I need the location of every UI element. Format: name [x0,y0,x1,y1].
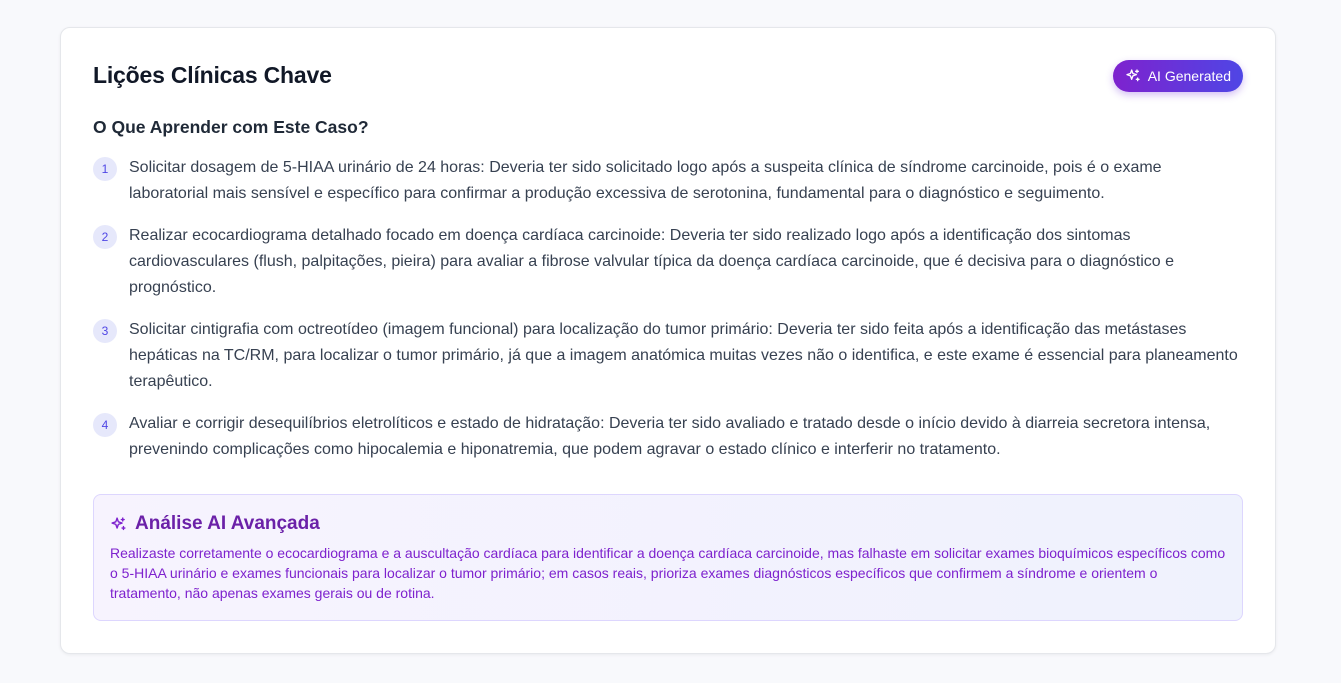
clinical-lessons-card [60,27,1276,654]
lesson-text: Solicitar cintigrafia com octreotídeo (imagem funcional) para localização do tumor primário: Deveria ter sido feita após a identificação das metástases hepáticas na TC/RM, para localizar o tumor primário, já que a imagem anatómica muitas vezes não o identifica, e este exame é essencial para planeamento terapêutico. [129,321,1238,390]
ai-analysis-panel [93,494,1243,621]
list-item [93,155,1243,207]
list-item [93,411,1243,463]
lessons-list [93,155,1243,479]
lesson-number: 4 [93,413,117,437]
ai-generated-badge [1113,60,1243,92]
badge-label: AI Generated [1147,68,1231,84]
ai-analysis-text: Realizaste corretamente o ecocardiograma e a auscultação cardíaca para identificar a doença cardíaca carcinoide, mas falhaste em solicitar exames bioquímicos específicos como o 5-HIAA urinário e exames funcionais para localizar o tumor primário; em casos reais, prioriza exames diagnósticos específicos que confirmem a síndrome e orientem o tratamento, não apenas exames gerais ou de rotina. [110,545,1226,601]
list-item [93,223,1243,301]
sparkles-icon [110,516,127,533]
lesson-number: 1 [93,157,117,181]
lesson-text: Solicitar dosagem de 5-HIAA urinário de 24 horas: Deveria ter sido solicitado logo após a suspeita clínica de síndrome carcinoide, pois é o exame laboratorial mais sensível e específico para confirmar a produção excessiva de serotonina, fundamental para o diagnóstico e seguimento. [129,159,1162,202]
lesson-number: 2 [93,225,117,249]
lesson-text: Avaliar e corrigir desequilíbrios eletrolíticos e estado de hidratação: Deveria ter sido avaliado e tratado desde o início devido à diarreia secretora intensa, prevenindo complicações como hipocalemia e hiponatremia, que podem agravar o estado clínico e interferir no tratamento. [129,415,1211,458]
lesson-text: Realizar ecocardiograma detalhado focado em doença cardíaca carcinoide: Deveria ter sido realizado logo após a identificação dos sintomas cardiovasculares (flush, palpitações, pieira) para avaliar a fibrose valvular típica da doença cardíaca carcinoide, que é decisiva para o diagnóstico e prognóstico. [129,227,1175,296]
sparkles-icon [1125,68,1141,84]
section-subtitle: O Que Aprender com Este Caso? [93,117,369,137]
lesson-number: 3 [93,319,117,343]
card-header [93,60,1243,94]
ai-analysis-header [110,513,1226,535]
card-title: Lições Clínicas Chave [93,62,332,88]
ai-analysis-title: Análise AI Avançada [135,513,320,534]
list-item [93,317,1243,395]
